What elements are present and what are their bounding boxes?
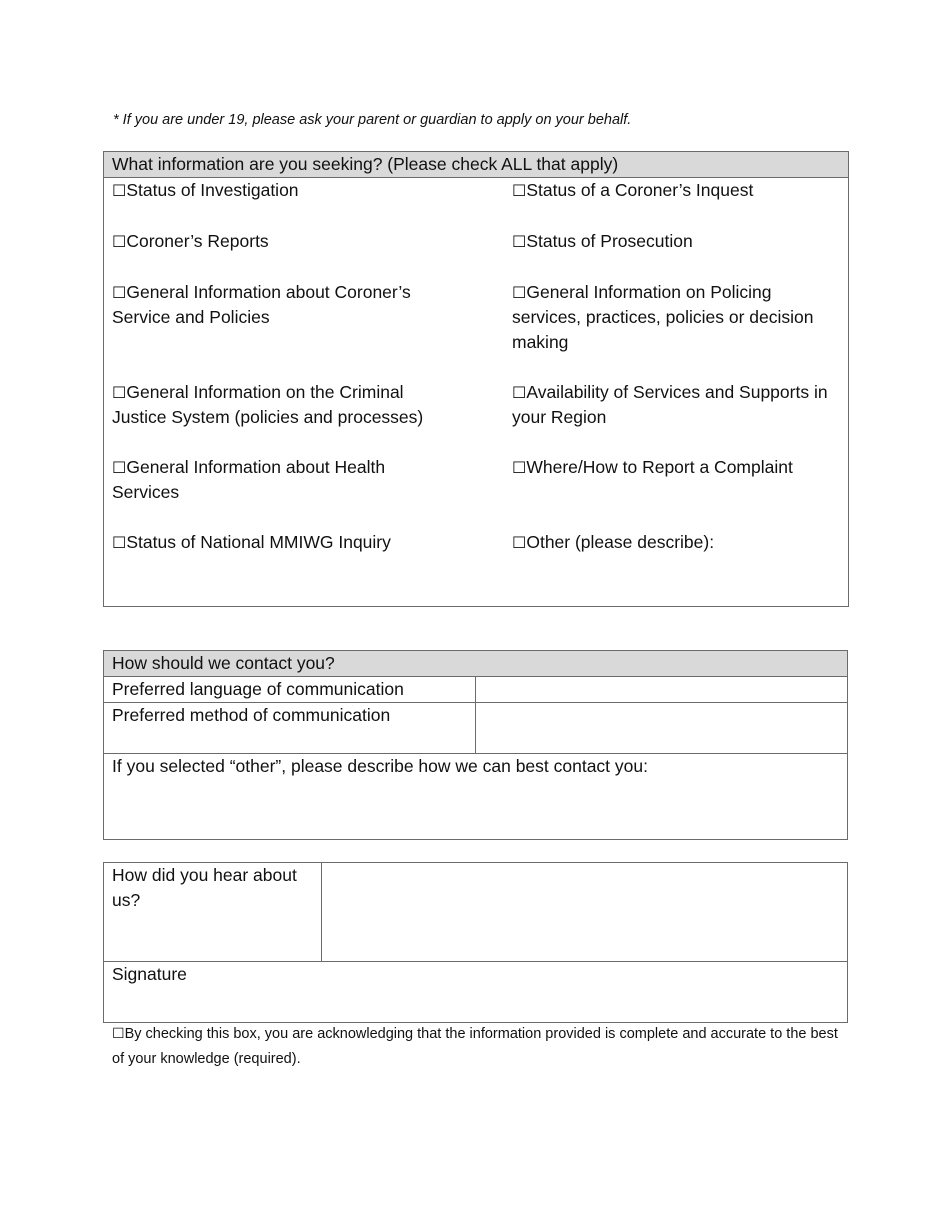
other-contact-label: If you selected “other”, please describe how we can best contact you:	[112, 756, 648, 776]
checkbox-label: General Information on Policing services, practices, policies or decision making	[512, 282, 814, 352]
preferred-language-field[interactable]	[476, 677, 848, 703]
signature-field[interactable]	[104, 962, 848, 1023]
checkbox-icon[interactable]: ☐	[512, 533, 527, 552]
checkbox-coroners-reports[interactable]	[112, 229, 269, 254]
checkbox-icon[interactable]: ☐	[112, 533, 127, 552]
hear-signature-section	[103, 862, 848, 1023]
other-contact-field[interactable]	[104, 754, 848, 840]
contact-section	[103, 650, 848, 840]
checkbox-status-of-investigation[interactable]	[112, 178, 299, 203]
checkbox-label: Where/How to Report a Complaint	[526, 457, 793, 477]
info-section-header: What information are you seeking? (Please check ALL that apply)	[104, 152, 848, 178]
acknowledgement-text: By checking this box, you are acknowledging that the information provided is complete and accurate to the best of your knowledge (required).	[112, 1026, 838, 1067]
checkbox-label: Status of a Coroner’s Inquest	[526, 180, 754, 200]
checkbox-icon[interactable]: ☐	[512, 383, 527, 402]
checkbox-icon[interactable]: ☐	[512, 232, 527, 251]
checkbox-label: Status of Investigation	[126, 180, 299, 200]
checkbox-label: Coroner’s Reports	[126, 231, 269, 251]
checkbox-icon[interactable]: ☐	[512, 283, 527, 302]
checkbox-label: Other (please describe):	[526, 532, 715, 552]
checkbox-health-services-info[interactable]	[112, 455, 432, 505]
checkbox-other[interactable]	[512, 530, 714, 555]
checkbox-criminal-justice-info[interactable]	[112, 380, 457, 430]
checkbox-icon[interactable]: ☐	[512, 458, 527, 477]
checkbox-icon[interactable]: ☐	[512, 181, 527, 200]
contact-section-header: How should we contact you?	[104, 651, 848, 677]
checkbox-services-supports-region[interactable]	[512, 380, 837, 430]
info-section	[103, 151, 849, 607]
checkbox-mmiwg-inquiry[interactable]	[112, 530, 391, 555]
checkbox-report-complaint[interactable]	[512, 455, 793, 480]
checkbox-policing-info[interactable]	[512, 280, 837, 355]
checkbox-icon[interactable]: ☐	[112, 458, 127, 477]
checkbox-label: General Information about Coroner’s Service and Policies	[112, 282, 411, 327]
checkbox-icon[interactable]: ☐	[112, 1026, 125, 1042]
checkbox-label: Availability of Services and Supports in your Region	[512, 382, 828, 427]
under-19-note: * If you are under 19, please ask your parent or guardian to apply on your behalf.	[113, 112, 632, 128]
checkbox-icon[interactable]: ☐	[112, 181, 127, 200]
checkbox-label: General Information about Health Services	[112, 457, 386, 502]
hear-about-us-label: How did you hear about us?	[104, 863, 322, 962]
checkbox-icon[interactable]: ☐	[112, 232, 127, 251]
acknowledgement-checkbox[interactable]	[112, 1022, 842, 1072]
signature-label: Signature	[112, 964, 187, 984]
preferred-method-field[interactable]	[476, 703, 848, 754]
hear-about-us-field[interactable]	[322, 863, 848, 962]
checkbox-icon[interactable]: ☐	[112, 283, 127, 302]
checkbox-icon[interactable]: ☐	[112, 383, 127, 402]
preferred-method-label: Preferred method of communication	[104, 703, 476, 754]
checkbox-coroners-service-info[interactable]	[112, 280, 457, 330]
checkbox-label: General Information on the Criminal Justice System (policies and processes)	[112, 382, 424, 427]
checkbox-status-of-prosecution[interactable]	[512, 229, 693, 254]
checkbox-coroners-inquest[interactable]	[512, 178, 753, 203]
preferred-language-label: Preferred language of communication	[104, 677, 476, 703]
checkbox-label: Status of Prosecution	[526, 231, 693, 251]
checkbox-label: Status of National MMIWG Inquiry	[126, 532, 391, 552]
